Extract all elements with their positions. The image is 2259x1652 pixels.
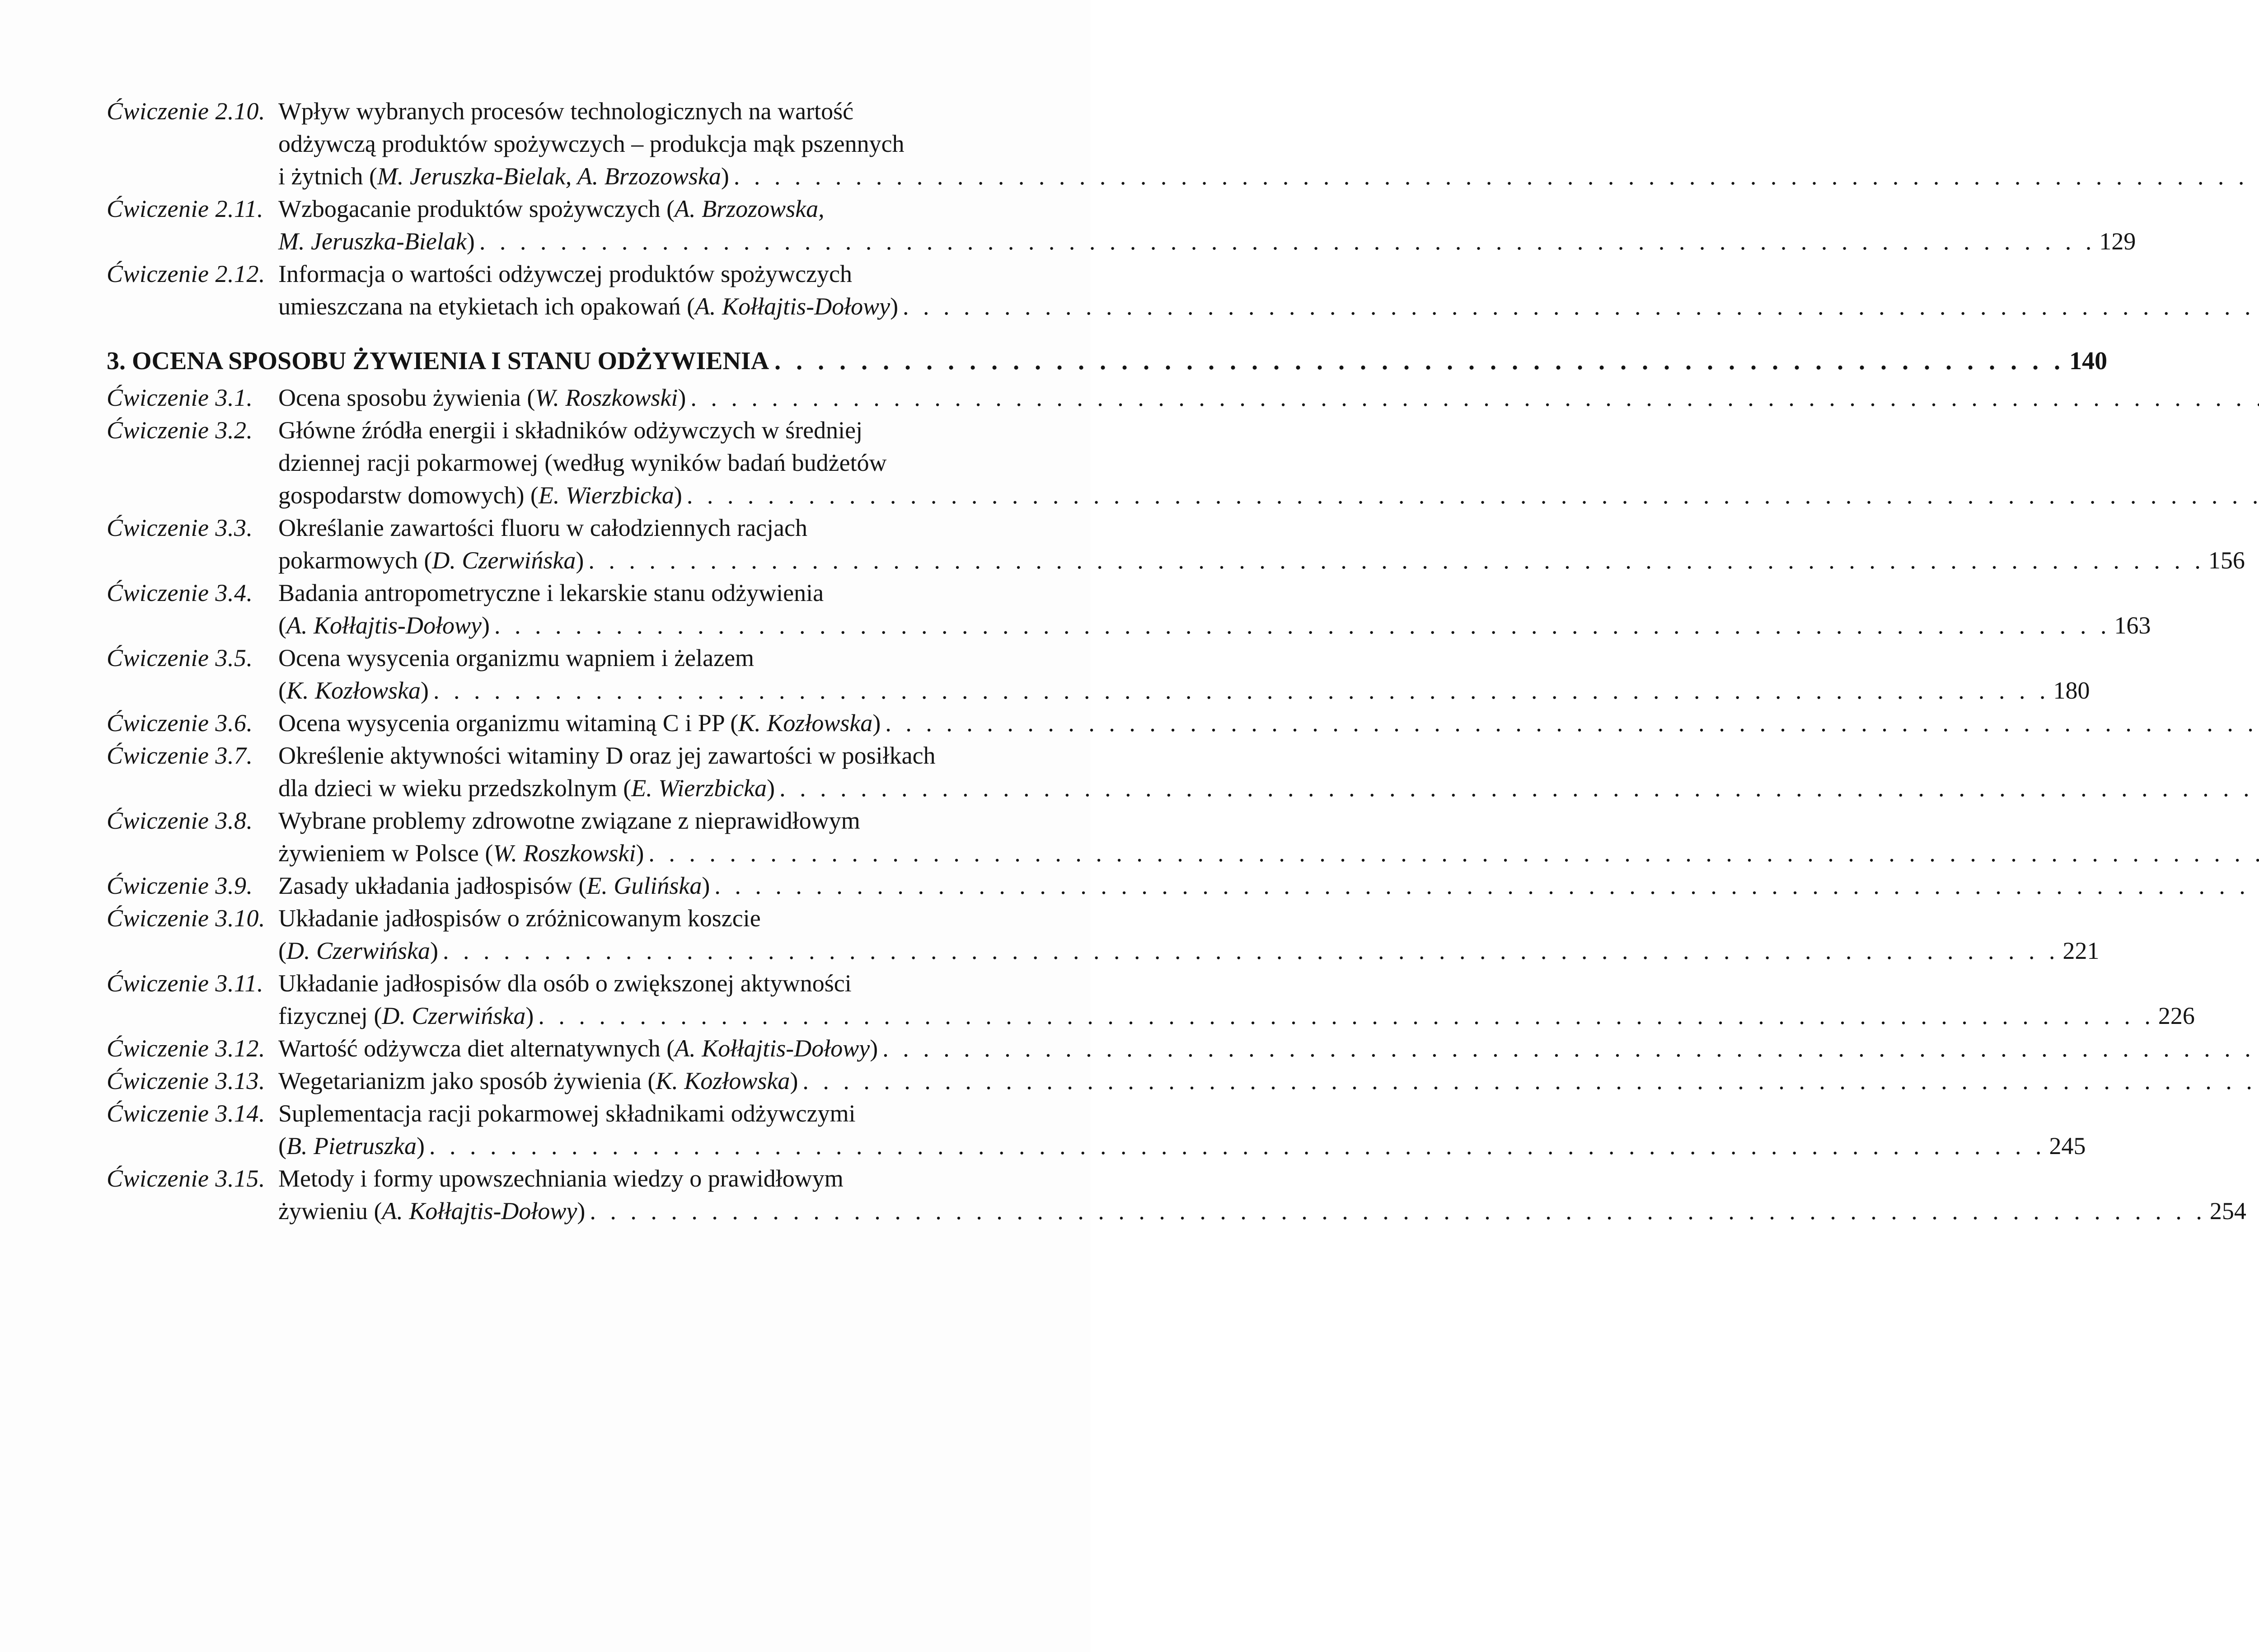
toc-entry xyxy=(107,642,2090,707)
entry-title-text: dziennej racji pokarmowej (według wyników badań budżetów xyxy=(278,449,887,476)
entry-line xyxy=(278,837,2259,869)
entry-title-text: odżywczą produktów spożywczych – produkcja mąk pszennych xyxy=(278,130,905,157)
entry-title-text: Główne źródła energii i składników odżywczych w średniej xyxy=(278,417,863,444)
toc-entry xyxy=(107,902,2100,967)
entry-title-text: fizycznej ( xyxy=(278,1002,382,1029)
entry-line xyxy=(278,804,2259,837)
entry-title-text: Układanie jadłospisów o zróżnicowanym koszcie xyxy=(278,905,761,932)
closing-paren: ) xyxy=(674,482,682,509)
entry-title-text: Określenie aktywności witaminy D oraz jej zawartości w posiłkach xyxy=(278,742,936,769)
dot-leader xyxy=(710,869,2259,902)
section-2-entries xyxy=(107,95,2136,323)
entry-author: A. Brzozowska, xyxy=(675,195,825,222)
toc-entry xyxy=(107,258,1001,323)
entry-title-text: żywieniem w Polsce ( xyxy=(278,840,493,867)
dot-leader xyxy=(682,479,2259,512)
entry-title-text: pokarmowych ( xyxy=(278,547,432,574)
toc-entry xyxy=(107,967,2195,1032)
entry-author: E. Wierzbicka xyxy=(538,482,674,509)
page-number: 221 xyxy=(2062,937,2100,964)
closing-paren: ) xyxy=(636,840,644,867)
entry-author: W. Roszkowski xyxy=(493,840,636,867)
entry-line xyxy=(278,290,2259,323)
entry-line xyxy=(278,772,2259,804)
entry-title-text: ( xyxy=(278,612,286,639)
table-of-contents xyxy=(107,95,2246,1227)
toc-entry xyxy=(107,577,2151,642)
entry-body xyxy=(278,642,2090,707)
entry-title-text: Metody i formy upowszechniania wiedzy o prawidłowym xyxy=(278,1165,844,1192)
closing-paren: ) xyxy=(870,1035,878,1062)
dot-leader xyxy=(534,1000,2158,1032)
entry-body xyxy=(278,381,2259,414)
toc-entry xyxy=(107,1032,1001,1065)
entry-line xyxy=(278,1195,2246,1227)
entry-title-text: Określanie zawartości fluoru w całodziennych racjach xyxy=(278,514,807,541)
entry-line xyxy=(278,446,2259,479)
entry-body xyxy=(278,1097,2086,1162)
entry-author: K. Kozłowska xyxy=(286,677,421,704)
closing-paren: ) xyxy=(577,1197,586,1225)
page-number: 163 xyxy=(2114,612,2151,639)
entry-line xyxy=(278,127,2259,160)
exercise-label: Ćwiczenie 3.5. xyxy=(107,644,253,671)
chapter-heading xyxy=(107,344,2108,378)
entry-title-text: Wzbogacanie produktów spożywczych ( xyxy=(278,195,675,222)
entry-title-text: Wegetarianizm jako sposób żywienia ( xyxy=(278,1067,656,1094)
entry-body xyxy=(278,707,2259,739)
dot-leader xyxy=(490,609,2114,642)
closing-paren: ) xyxy=(872,709,881,737)
toc-entry xyxy=(107,739,1001,804)
entry-line xyxy=(278,479,2259,512)
dot-leader xyxy=(644,837,2259,869)
closing-paren: ) xyxy=(525,1002,534,1029)
dot-leader xyxy=(475,225,2100,258)
entry-author: B. Pietruszka xyxy=(286,1132,417,1159)
entry-body xyxy=(278,1162,2246,1227)
closing-paren: ) xyxy=(890,293,899,320)
entry-line xyxy=(278,1097,2086,1130)
dot-leader xyxy=(775,772,2259,804)
closing-paren: ) xyxy=(702,872,710,899)
exercise-label: Ćwiczenie 2.12. xyxy=(107,260,265,287)
entry-line xyxy=(278,934,2099,967)
page-number: 180 xyxy=(2053,677,2090,704)
entry-author: E. Gulińska xyxy=(586,872,702,899)
entry-title-text: Wybrane problemy zdrowotne związane z nieprawidłowym xyxy=(278,807,860,834)
entry-body xyxy=(278,512,2245,577)
exercise-label: Ćwiczenie 3.6. xyxy=(107,709,253,737)
entry-author: E. Wierzbicka xyxy=(631,774,767,802)
closing-paren: ) xyxy=(416,1132,425,1159)
dot-leader xyxy=(878,1032,2259,1065)
toc-entry xyxy=(107,869,1001,902)
entry-line xyxy=(278,1065,2259,1097)
closing-paren: ) xyxy=(790,1067,798,1094)
entry-author: D. Czerwińska xyxy=(286,937,430,964)
chapter-title: 3. OCENA SPOSOBU ŻYWIENIA I STANU ODŻYWIENIA xyxy=(107,347,769,375)
entry-line xyxy=(278,160,2259,192)
entry-body xyxy=(278,1065,2259,1097)
entry-body xyxy=(278,902,2099,967)
entry-line xyxy=(278,967,2195,1000)
toc-entry xyxy=(107,804,1001,869)
entry-body xyxy=(278,192,2136,258)
entry-line xyxy=(278,869,2259,902)
closing-paren: ) xyxy=(767,774,775,802)
entry-line xyxy=(278,1000,2195,1032)
dot-leader xyxy=(729,160,2259,192)
dot-leader xyxy=(769,344,2069,378)
page-number: 254 xyxy=(2209,1197,2246,1225)
entry-line xyxy=(278,739,2259,772)
entry-title-text: Wartość odżywcza diet alternatywnych ( xyxy=(278,1035,675,1062)
entry-author: A. Kołłajtis-Dołowy xyxy=(286,612,482,639)
dot-leader xyxy=(438,934,2063,967)
entry-line xyxy=(278,258,2259,290)
dot-leader xyxy=(898,290,2259,323)
exercise-label: Ćwiczenie 2.11. xyxy=(107,195,263,222)
exercise-label: Ćwiczenie 3.9. xyxy=(107,872,253,899)
page-number: 226 xyxy=(2158,1002,2195,1029)
toc-entry xyxy=(107,1065,1001,1097)
entry-title-text: Ocena wysycenia organizmu wapniem i żelazem xyxy=(278,644,755,671)
entry-line xyxy=(278,1130,2086,1162)
toc-entry xyxy=(107,414,1001,512)
closing-paren: ) xyxy=(678,384,686,411)
entry-title-text: ( xyxy=(278,1132,286,1159)
entry-author: A. Kołłajtis-Dołowy xyxy=(382,1197,577,1225)
entry-author: A. Kołłajtis-Dołowy xyxy=(675,1035,870,1062)
entry-title-text: Zasady układania jadłospisów ( xyxy=(278,872,587,899)
entry-line xyxy=(278,95,2259,127)
exercise-label: Ćwiczenie 3.13. xyxy=(107,1067,265,1094)
dot-leader xyxy=(429,674,2053,707)
entry-title-text: Ocena wysycenia organizmu witaminą C i PP ( xyxy=(278,709,739,737)
toc-entry xyxy=(107,192,2136,258)
entry-title-text: Ocena sposobu żywienia ( xyxy=(278,384,535,411)
entry-author: A. Kołłajtis-Dołowy xyxy=(695,293,890,320)
entry-title-text: Suplementacja racji pokarmowej składnikami odżywczymi xyxy=(278,1100,856,1127)
entry-line xyxy=(278,609,2151,642)
entry-author: K. Kozłowska xyxy=(656,1067,790,1094)
entry-line xyxy=(278,902,2099,934)
entry-line xyxy=(278,544,2245,577)
closing-paren: ) xyxy=(721,163,729,190)
toc-entry xyxy=(107,381,1001,414)
dot-leader xyxy=(881,707,2259,739)
entry-title-text: i żytnich ( xyxy=(278,163,377,190)
entry-title-text: Układanie jadłospisów dla osób o zwiększonej aktywności xyxy=(278,970,852,997)
entry-body xyxy=(278,739,2259,804)
entry-line xyxy=(278,381,2259,414)
entry-title-text: Informacja o wartości odżywczej produktów spożywczych xyxy=(278,260,853,287)
dot-leader xyxy=(686,381,2259,414)
exercise-label: Ćwiczenie 3.11. xyxy=(107,970,263,997)
exercise-label: Ćwiczenie 3.2. xyxy=(107,417,253,444)
closing-paren: ) xyxy=(466,228,475,255)
closing-paren: ) xyxy=(421,677,429,704)
entry-body xyxy=(278,967,2195,1032)
exercise-label: Ćwiczenie 3.7. xyxy=(107,742,253,769)
entry-line xyxy=(278,707,2259,739)
dot-leader xyxy=(585,1195,2210,1227)
exercise-label: Ćwiczenie 3.12. xyxy=(107,1035,265,1062)
dot-leader xyxy=(425,1130,2049,1162)
entry-line xyxy=(278,674,2090,707)
entry-body xyxy=(278,258,2259,323)
entry-author: M. Jeruszka-Bielak, A. Brzozowska xyxy=(377,163,721,190)
toc-entry xyxy=(107,707,1001,739)
exercise-label: Ćwiczenie 3.14. xyxy=(107,1100,265,1127)
entry-title-text: ( xyxy=(278,937,286,964)
entry-line xyxy=(278,1032,2259,1065)
entry-title-text: Badania antropometryczne i lekarskie stanu odżywienia xyxy=(278,579,824,606)
exercise-label: Ćwiczenie 3.3. xyxy=(107,514,253,541)
entry-author: D. Czerwińska xyxy=(382,1002,526,1029)
toc-entry xyxy=(107,1162,2246,1227)
entry-title-text: żywieniu ( xyxy=(278,1197,382,1225)
entry-body xyxy=(278,804,2259,869)
entry-author: W. Roszkowski xyxy=(535,384,678,411)
closing-paren: ) xyxy=(430,937,438,964)
entry-line xyxy=(278,512,2245,544)
entry-body xyxy=(278,869,2259,902)
entry-author: K. Kozłowska xyxy=(738,709,873,737)
exercise-label: Ćwiczenie 3.1. xyxy=(107,384,253,411)
entry-line xyxy=(278,577,2151,609)
entry-body xyxy=(278,414,2259,512)
toc-entry xyxy=(107,1097,2086,1162)
page-number: 156 xyxy=(2208,547,2245,574)
entry-body xyxy=(278,577,2151,642)
dot-leader xyxy=(798,1065,2259,1097)
toc-entry xyxy=(107,95,1001,192)
page-number: 245 xyxy=(2049,1132,2086,1159)
exercise-label: Ćwiczenie 3.4. xyxy=(107,579,253,606)
chapter-page-number: 140 xyxy=(2069,347,2108,375)
closing-paren: ) xyxy=(576,547,584,574)
entry-title-text: Wpływ wybranych procesów technologicznych na wartość xyxy=(278,98,854,125)
entry-author: M. Jeruszka-Bielak xyxy=(278,228,467,255)
entry-body xyxy=(278,95,2259,192)
exercise-label: Ćwiczenie 3.15. xyxy=(107,1165,265,1192)
entry-line xyxy=(278,192,2136,225)
dot-leader xyxy=(584,544,2208,577)
entry-title-text: umieszczana na etykietach ich opakowań ( xyxy=(278,293,695,320)
entry-line xyxy=(278,414,2259,446)
entry-title-text: ( xyxy=(278,677,286,704)
section-3-entries xyxy=(107,381,2246,1227)
exercise-label: Ćwiczenie 3.10. xyxy=(107,905,265,932)
entry-title-text: gospodarstw domowych) ( xyxy=(278,482,539,509)
entry-line xyxy=(278,1162,2246,1195)
exercise-label: Ćwiczenie 3.8. xyxy=(107,807,253,834)
closing-paren: ) xyxy=(481,612,490,639)
entry-body xyxy=(278,1032,2259,1065)
entry-author: D. Czerwińska xyxy=(432,547,576,574)
entry-line xyxy=(278,225,2136,258)
exercise-label: Ćwiczenie 2.10. xyxy=(107,98,265,125)
toc-entry xyxy=(107,512,2245,577)
entry-line xyxy=(278,642,2090,674)
page-number: 129 xyxy=(2099,228,2136,255)
entry-title-text: dla dzieci w wieku przedszkolnym ( xyxy=(278,774,632,802)
